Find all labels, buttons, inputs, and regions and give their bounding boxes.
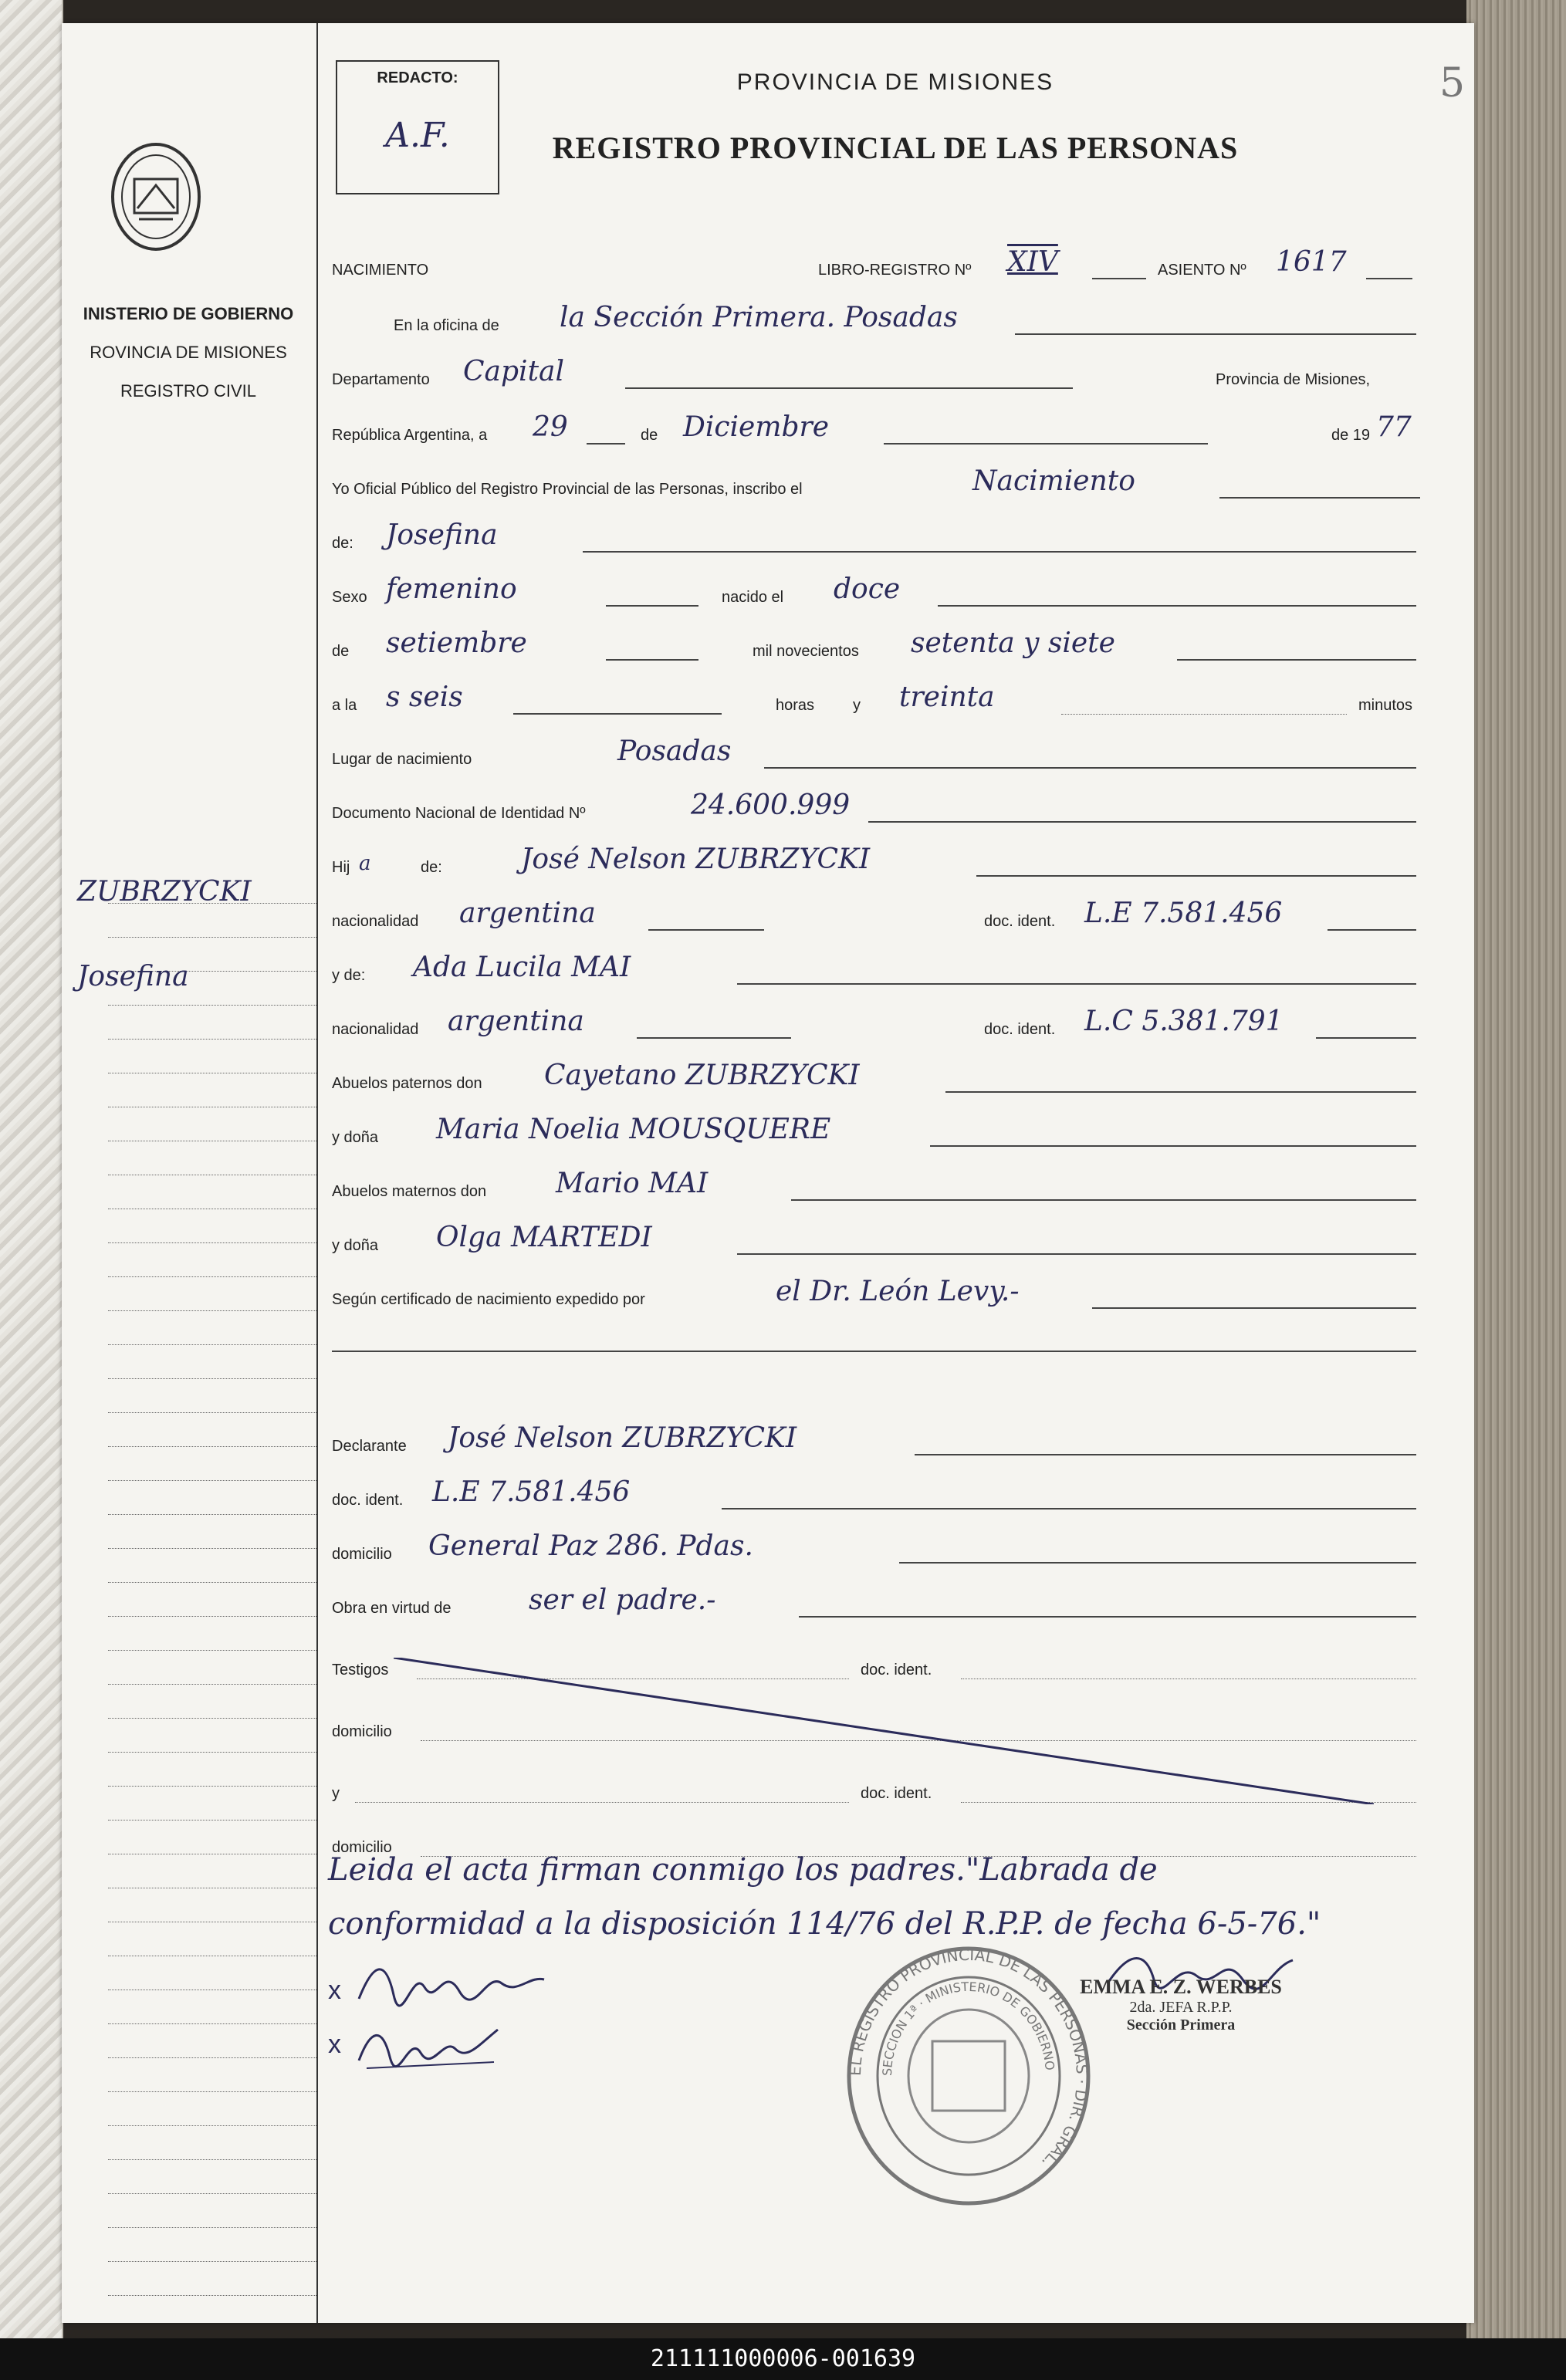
nacimiento-label: NACIMIENTO: [332, 262, 429, 279]
hija-label: Hij: [332, 859, 350, 876]
closing-line-1: Leida el acta firman conmigo los padres."Labrada de: [328, 1852, 1158, 1888]
domicilio-label: domicilio: [332, 1546, 392, 1563]
margin-ruled-line: [108, 1276, 316, 1277]
page-number: 5: [1439, 60, 1466, 106]
row-nombre: [320, 511, 1470, 557]
official-role: 2da. JEFA R.P.P.: [1129, 1999, 1233, 2016]
sexo-line: [606, 605, 698, 607]
image-id-text: 211111000006-001639: [650, 2345, 916, 2372]
lugar-value: Posadas: [617, 735, 732, 767]
margin-ruled-line: [108, 1616, 316, 1617]
padre-doc-value: L.E 7.581.456: [1084, 898, 1283, 929]
departamento-line: [625, 387, 1073, 389]
registro-civil-text: REGISTRO CIVIL: [120, 381, 257, 401]
margin-column: [62, 23, 318, 2323]
ministerio-text: INISTERIO DE GOBIERNO: [83, 304, 294, 323]
abuela-pat-value: Maria Noelia MOUSQUERE: [436, 1114, 831, 1145]
official-stamp-block: [1046, 1976, 1316, 2034]
departamento-value: Capital: [463, 356, 565, 387]
row-padre-nac: [320, 889, 1470, 935]
father-signature: [351, 1952, 552, 2014]
row-abuela-mat: [320, 1213, 1470, 1259]
margin-ruled-line: [108, 1582, 316, 1583]
margin-ruled-line: [108, 1752, 316, 1753]
libro-label: LIBRO-REGISTRO Nº: [818, 262, 972, 279]
minutos-value: treinta: [899, 681, 995, 713]
nacionalidad-label-2: nacionalidad: [332, 1021, 419, 1038]
hora-value: s seis: [386, 681, 463, 713]
abuelo-mat-line: [791, 1199, 1416, 1201]
madre-value: Ada Lucila MAI: [413, 952, 631, 983]
padre-line: [976, 875, 1416, 877]
margin-ruled-line: [108, 2057, 316, 2058]
separator-line: [332, 1351, 1416, 1352]
registry-title: REGISTRO PROVINCIAL DE LAS PERSONAS: [552, 130, 1239, 165]
registry-form: [320, 23, 1470, 2323]
margin-ruled-line: [108, 937, 316, 938]
row-fecha: [320, 403, 1470, 449]
margin-given-name: Josefina: [77, 961, 189, 992]
row-domicilio: [320, 1522, 1470, 1568]
row-declarante-doc: [320, 1468, 1470, 1514]
doc-ident-label-2: doc. ident.: [984, 1021, 1056, 1038]
margin-ruled-line: [108, 1684, 316, 1685]
margin-ruled-line: [108, 1310, 316, 1311]
stamp-outer-text: EL REGISTRO PROVINCIAL DE LAS PERSONAS · DIR. GRAL.: [845, 1945, 1092, 2172]
anio-nac-value: setenta y siete: [911, 627, 1115, 659]
domicilio-line: [899, 1562, 1416, 1564]
declarante-label: Declarante: [332, 1438, 407, 1455]
row-declarante: [320, 1414, 1470, 1460]
hija-de-label: de:: [421, 859, 442, 876]
row-mes-nac: [320, 619, 1470, 665]
testigo-y-label: y: [332, 1785, 340, 1802]
margin-ruled-line: [108, 2295, 316, 2296]
padre-nac-value: argentina: [459, 898, 596, 929]
row-abuela-pat: [320, 1105, 1470, 1151]
certificado-line: [1092, 1307, 1416, 1309]
anio-label: de 19: [1331, 427, 1371, 444]
mil-label: mil novecientos: [753, 643, 859, 660]
margin-ruled-line: [108, 2091, 316, 2092]
padre-value: José Nelson ZUBRZYCKI: [521, 843, 871, 875]
row-madre: [320, 943, 1470, 989]
row-oficina: [320, 293, 1470, 340]
margin-ruled-line: [108, 2125, 316, 2126]
row-lugar: [320, 727, 1470, 773]
redacto-label: REDACTO:: [377, 69, 458, 86]
madre-nac-value: argentina: [448, 1006, 584, 1037]
margin-ruled-line: [108, 1005, 316, 1006]
certificado-label: Según certificado de nacimiento expedido por: [332, 1291, 645, 1308]
ydona-label-2: y doña: [332, 1237, 379, 1254]
madre-doc-value: L.C 5.381.791: [1084, 1006, 1284, 1037]
book-binding: [0, 0, 63, 2338]
nombre-line: [583, 551, 1416, 553]
abuelo-mat-value: Mario MAI: [556, 1168, 709, 1199]
republica-label: República Argentina, a: [332, 427, 488, 444]
abuela-pat-line: [930, 1145, 1416, 1147]
doc-ident-label-1: doc. ident.: [984, 913, 1056, 930]
signature-mark-1: x: [328, 1976, 341, 2005]
official-name: EMMA E. Z. WERBES: [1080, 1976, 1282, 1998]
abuelos-pat-label: Abuelos paternos don: [332, 1075, 482, 1092]
row-dni: [320, 781, 1470, 827]
lugar-label: Lugar de nacimiento: [332, 751, 472, 768]
padre-doc-line: [1328, 929, 1416, 931]
closing-line-2: conformidad a la disposición 114/76 del R.P.P. de fecha 6-5-76.": [328, 1906, 1321, 1942]
hija-suffix: a: [359, 852, 371, 875]
anio-nac-line: [1177, 659, 1416, 661]
margin-ruled-line: [108, 1548, 316, 1549]
declarante-value: José Nelson ZUBRZYCKI: [448, 1422, 797, 1454]
row-sexo: [320, 565, 1470, 611]
abuela-mat-line: [737, 1253, 1416, 1255]
official-section: Sección Primera: [1126, 2017, 1236, 2033]
testigo-doc-label-2: doc. ident.: [861, 1785, 932, 1802]
nombre-value: Josefina: [386, 519, 498, 551]
lugar-line: [764, 767, 1416, 769]
row-oficial: [320, 457, 1470, 503]
margin-ruled-line: [108, 1446, 316, 1447]
obra-line: [799, 1616, 1416, 1618]
madre-nac-line: [637, 1037, 791, 1039]
abuelo-pat-value: Cayetano ZUBRZYCKI: [544, 1060, 860, 1091]
dni-line: [868, 821, 1416, 823]
asiento-line: [1366, 278, 1412, 279]
oficina-value: la Sección Primera. Posadas: [560, 302, 958, 333]
row-certificado: [320, 1267, 1470, 1313]
obra-value: ser el padre.-: [529, 1584, 716, 1616]
margin-ruled-line: [108, 2159, 316, 2160]
oficina-label: En la oficina de: [394, 317, 499, 334]
margin-surname: ZUBRZYCKI: [77, 876, 252, 908]
ministry-heading: [57, 295, 320, 411]
margin-ruled-line: [108, 1718, 316, 1719]
declarante-line: [915, 1454, 1416, 1455]
certificado-value: el Dr. León Levy.-: [776, 1276, 1020, 1307]
asiento-label: ASIENTO Nº: [1158, 262, 1246, 279]
doc-ident-label-3: doc. ident.: [332, 1492, 404, 1509]
nacionalidad-label-1: nacionalidad: [332, 913, 419, 930]
dni-label: Documento Nacional de Identidad Nº: [332, 805, 586, 822]
acto-value: Nacimiento: [972, 465, 1135, 497]
hora-line: [513, 713, 722, 715]
birth-record-page: [62, 23, 1474, 2323]
provincia-suffix: Provincia de Misiones,: [1216, 371, 1371, 388]
stamp-inner-text: SECCION 1ª · MINISTERIO DE GOBIERNO: [879, 1979, 1057, 2077]
dni-value: 24.600.999: [691, 789, 851, 821]
row-madre-nac: [320, 997, 1470, 1043]
margin-ruled-line: [108, 2227, 316, 2228]
margin-ruled-line: [108, 2023, 316, 2024]
madre-line: [737, 983, 1416, 985]
nacido-label: nacido el: [722, 589, 784, 606]
acto-line: [1219, 497, 1420, 499]
libro-line: [1092, 278, 1146, 279]
sexo-label: Sexo: [332, 589, 367, 606]
row-abuelo-mat: [320, 1159, 1470, 1205]
mother-signature: [351, 2014, 506, 2076]
row-departamento: [320, 347, 1470, 394]
margin-ruled-line: [108, 1344, 316, 1345]
margin-ruled-line: [108, 2193, 316, 2194]
book-cover-cloth: [1466, 0, 1566, 2338]
declarante-doc-line: [722, 1508, 1416, 1509]
mes-nac-value: setiembre: [386, 627, 527, 659]
margin-ruled-line: [108, 1480, 316, 1481]
nacido-line: [938, 605, 1416, 607]
margin-ruled-line: [108, 2261, 316, 2262]
obra-label: Obra en virtud de: [332, 1600, 452, 1617]
province-heading: PROVINCIA DE MISIONES: [736, 69, 1054, 95]
margin-ruled-line: [108, 1786, 316, 1787]
oficial-label: Yo Oficial Público del Registro Provincial de las Personas, inscribo el: [332, 481, 803, 498]
margin-ruled-line: [108, 1242, 316, 1243]
alas-label: a la: [332, 697, 357, 714]
testigos-strike-line: [394, 1658, 1374, 1804]
row-libro: [320, 238, 1470, 284]
testigo-domicilio-label-2: domicilio: [332, 1839, 392, 1856]
declarante-doc-value: L.E 7.581.456: [432, 1476, 631, 1508]
departamento-label: Departamento: [332, 371, 430, 388]
dia-line: [587, 443, 625, 445]
redacto-value: A.F.: [385, 116, 450, 155]
row-padre: [320, 835, 1470, 881]
margin-ruled-line: [108, 1039, 316, 1040]
margin-ruled-line: [108, 1650, 316, 1651]
testigos-label: Testigos: [332, 1662, 389, 1679]
de-nombre-label: de:: [332, 535, 353, 552]
horas-label: horas: [776, 697, 815, 714]
row-hora: [320, 673, 1470, 719]
domicilio-value: General Paz 286. Pdas.: [428, 1530, 753, 1562]
abuelo-pat-line: [945, 1091, 1416, 1093]
minutos-label: minutos: [1358, 697, 1413, 714]
anio-value: 77: [1376, 411, 1412, 443]
asiento-value: 1617: [1276, 246, 1347, 278]
testigo-domicilio-label-1: domicilio: [332, 1723, 392, 1740]
row-abuelo-pat: [320, 1051, 1470, 1097]
margin-ruled-line: [108, 1378, 316, 1379]
mes-nac-line: [606, 659, 698, 661]
ydona-label-1: y doña: [332, 1129, 379, 1146]
signature-mark-2: x: [328, 2030, 341, 2059]
de-label: de: [641, 427, 658, 444]
libro-value: XIV: [1007, 246, 1058, 278]
oficina-line: [1015, 333, 1416, 335]
testigo-doc-label-1: doc. ident.: [861, 1662, 932, 1679]
padre-nac-line: [648, 929, 764, 931]
madre-doc-line: [1316, 1037, 1416, 1039]
de-mes-label: de: [332, 643, 350, 660]
y-label: y: [853, 697, 861, 714]
margin-ruled-line: [108, 1412, 316, 1413]
dia-value: 29: [533, 411, 568, 443]
mes-value: Diciembre: [683, 411, 830, 443]
yde-label: y de:: [332, 967, 366, 984]
row-obra: [320, 1576, 1470, 1622]
nacido-value: doce: [834, 573, 901, 605]
abuelos-mat-label: Abuelos maternos don: [332, 1183, 487, 1200]
mes-line: [884, 443, 1208, 445]
abuela-mat-value: Olga MARTEDI: [436, 1222, 652, 1253]
sexo-value: femenino: [386, 573, 517, 605]
provincial-seal-icon: [108, 139, 205, 255]
minutos-dots: [1061, 714, 1347, 715]
provincia-text: ROVINCIA DE MISIONES: [90, 343, 287, 362]
image-id-bar: [0, 2338, 1566, 2380]
margin-ruled-line: [108, 1514, 316, 1515]
